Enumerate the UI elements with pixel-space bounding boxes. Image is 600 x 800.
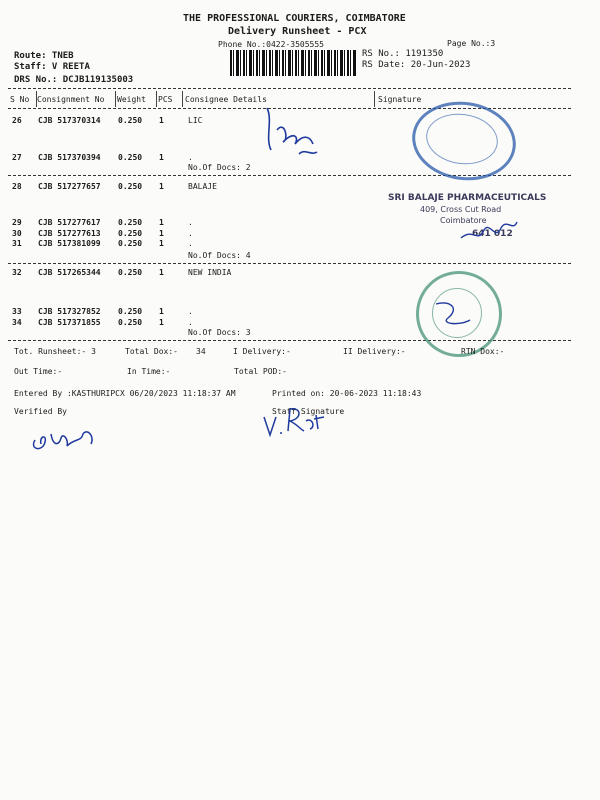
staff-handwritten-signature [258, 395, 338, 445]
row-pcs: 1 [159, 153, 164, 162]
entered-by: Entered By :KASTHURIPCX 06/20/2023 11:18:37 AM [14, 389, 236, 398]
out-time: Out Time:- [14, 367, 63, 376]
row-weight: 0.250 [118, 153, 143, 162]
row-weight: 0.250 [118, 307, 143, 316]
row-consignee: . [188, 218, 193, 227]
table-row [0, 307, 600, 317]
row-consignment: CJB 517370394 [38, 153, 101, 162]
verifier-signature [25, 418, 115, 458]
ii-delivery: II Delivery:- [343, 347, 406, 356]
row-weight: 0.250 [118, 218, 143, 227]
col-weight: Weight [117, 95, 146, 104]
row-sno: 33 [12, 307, 22, 316]
table-row [0, 318, 600, 328]
row-pcs: 1 [159, 318, 164, 327]
rtn-dox: RTN Dox:- [461, 347, 505, 356]
row-consignment: CJB 517277613 [38, 229, 101, 238]
col-pcs: PCS [158, 95, 173, 104]
row-pcs: 1 [159, 239, 164, 248]
total-pod: Total POD:- [234, 367, 287, 376]
row-pcs: 1 [159, 268, 164, 277]
table-row [0, 268, 600, 278]
row-consignment: CJB 517370314 [38, 116, 101, 125]
row-pcs: 1 [159, 307, 164, 316]
group3-docs: No.Of Docs: 3 [188, 328, 251, 337]
in-time: In Time:- [127, 367, 171, 376]
col-consignment: Consignment No [37, 95, 105, 104]
row-consignment: CJB 517327852 [38, 307, 101, 316]
row-sno: 29 [12, 218, 22, 227]
staff-signature: Staff Signature [272, 407, 345, 416]
row-weight: 0.250 [118, 239, 143, 248]
table-row [0, 182, 600, 192]
col-signature: Signature [378, 95, 422, 104]
group2-docs: No.Of Docs: 4 [188, 251, 251, 260]
balaji-stamp-name: SRI BALAJE PHARMACEUTICALS [388, 193, 547, 203]
row-weight: 0.250 [118, 229, 143, 238]
row-sno: 31 [12, 239, 22, 248]
balaji-stamp-city: Coimbatore [440, 216, 487, 225]
row-consignee: . [188, 153, 193, 162]
row-sno: 27 [12, 153, 22, 162]
staff: Staff: V REETA [14, 62, 90, 72]
signature-scribble-3 [430, 296, 480, 336]
printed-on: Printed on: 20-06-2023 11:18:43 [272, 389, 422, 398]
col-consignee: Consignee Details [185, 95, 267, 104]
signature-scribble-1 [255, 100, 345, 165]
row-consignee: LIC [188, 116, 203, 125]
row-sno: 26 [12, 116, 22, 125]
row-weight: 0.250 [118, 268, 143, 277]
row-pcs: 1 [159, 229, 164, 238]
total-dox-label: Total Dox:- [125, 347, 178, 356]
total-dox-value: 34 [196, 347, 206, 356]
i-delivery: I Delivery:- [233, 347, 291, 356]
row-weight: 0.250 [118, 116, 143, 125]
row-sno: 32 [12, 268, 22, 277]
row-pcs: 1 [159, 182, 164, 191]
balaji-stamp-pin: 641 012 [472, 229, 513, 239]
row-sno: 34 [12, 318, 22, 327]
page-number: Page No.:3 [447, 39, 496, 48]
row-consignee: BALAJE [188, 182, 217, 191]
row-consignment: CJB 517277657 [38, 182, 101, 191]
route: Route: TNEB [14, 51, 74, 61]
barcode [230, 50, 356, 76]
total-runsheet: Tot. Runsheet:- 3 [14, 347, 96, 356]
col-sno: S No [10, 95, 30, 104]
company-name: THE PROFESSIONAL COURIERS, COIMBATORE [183, 13, 406, 24]
row-weight: 0.250 [118, 182, 143, 191]
drs-number: DRS No.: DCJB119135003 [14, 75, 134, 85]
row-pcs: 1 [159, 116, 164, 125]
rs-number: RS No.: 1191350 [362, 49, 444, 59]
balaji-stamp-address: 409, Cross Cut Road [420, 205, 502, 214]
row-consignee: . [188, 307, 193, 316]
verified-by: Verified By [14, 407, 67, 416]
doc-title: Delivery Runsheet - PCX [228, 26, 367, 37]
row-consignment: CJB 517277617 [38, 218, 101, 227]
signature-scribble-2 [455, 208, 525, 248]
row-pcs: 1 [159, 218, 164, 227]
group1-docs: No.Of Docs: 2 [188, 163, 251, 172]
row-consignee: NEW INDIA [188, 268, 232, 277]
row-weight: 0.250 [118, 318, 143, 327]
row-consignment: CJB 517265344 [38, 268, 101, 277]
row-consignment: CJB 517371855 [38, 318, 101, 327]
phone-number: Phone No.:0422-3505555 [218, 40, 324, 49]
row-consignment: CJB 517381099 [38, 239, 101, 248]
row-sno: 28 [12, 182, 22, 191]
row-consignee: . [188, 229, 193, 238]
row-sno: 30 [12, 229, 22, 238]
rs-date: RS Date: 20-Jun-2023 [362, 60, 471, 70]
row-consignee: . [188, 239, 193, 248]
row-consignee: . [188, 318, 193, 327]
